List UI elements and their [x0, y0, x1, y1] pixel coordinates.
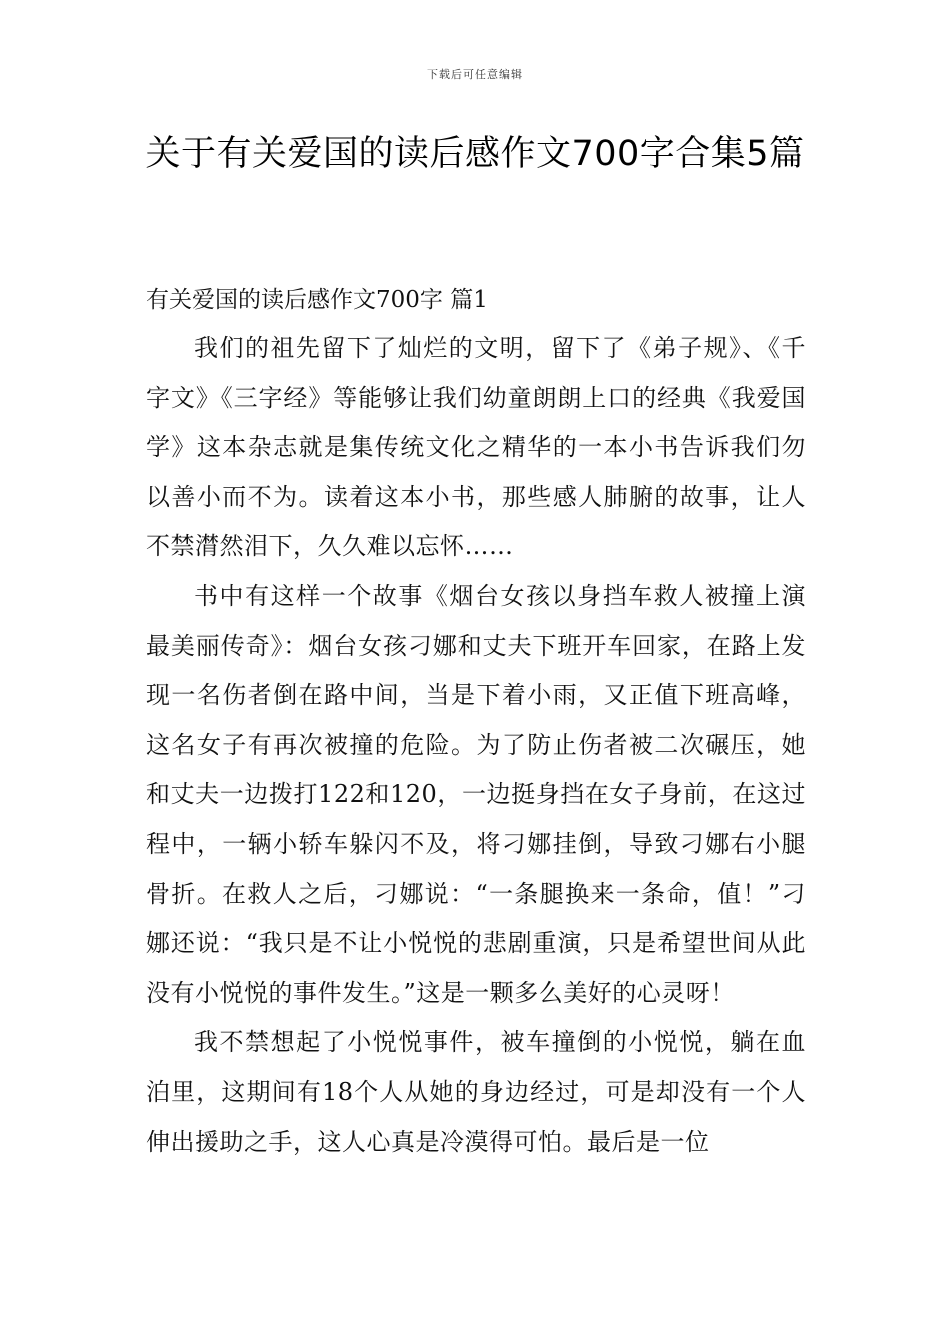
document-title: 关于有关爱国的读后感作文700字合集5篇 [145, 134, 805, 174]
page-header-note: 下载后可任意编辑 [427, 68, 523, 81]
section-heading: 有关爱国的读后感作文700字 篇1 [146, 287, 488, 313]
document-body [146, 280, 806, 1167]
paragraph: 我们的祖先留下了灿烂的文明，留下了《弟子规》、《千字文》《三字经》等能够让我们幼童朗朗上口的经典《我爱国学》这本杂志就是集传统文化之精华的一本小书告诉我们勿以善小而不为。读着这本小书，那些感人肺腑的故事，让人不禁潸然泪下，久久难以忘怀…… [146, 334, 806, 561]
paragraph: 书中有这样一个故事《烟台女孩以身挡车救人被撞上演最美丽传奇》：烟台女孩刁娜和丈夫下班开车回家，在路上发现一名伤者倒在路中间，当是下着小雨，又正值下班高峰，这名女子有再次被撞的危险。为了防止伤者被二次碾压，她和丈夫一边拨打122和120，一边挺身挡在女子身前，在这过程中，一辆小轿车躲闪不及，将刁娜挂倒，导致刁娜右小腿骨折。在救人之后，刁娜说：“一条腿换来一条命，值！”刁娜还说：“我只是不让小悦悦的悲剧重演，只是希望世间从此没有小悦悦的事件发生。”这是一颗多么美好的心灵呀！ [146, 581, 806, 1007]
paragraph: 我不禁想起了小悦悦事件，被车撞倒的小悦悦，躺在血泊里，这期间有18个人从她的身边经过，可是却没有一个人伸出援助之手，这人心真是冷漠得可怕。最后是一位 [146, 1028, 806, 1156]
